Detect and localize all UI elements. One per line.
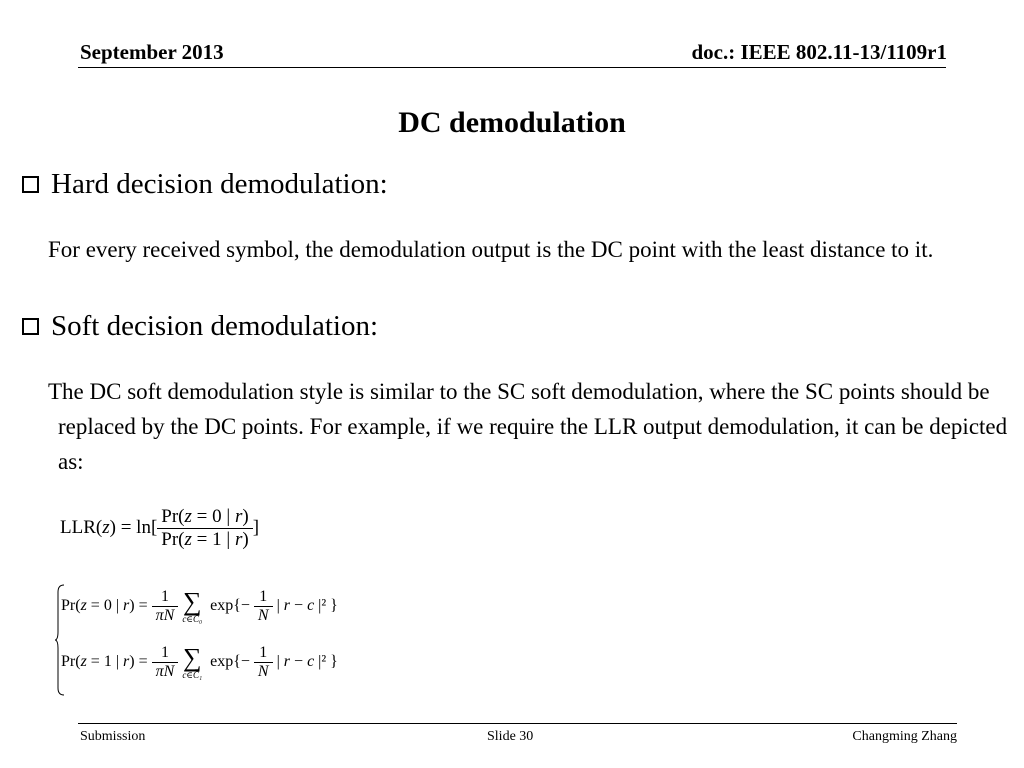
header-divider xyxy=(78,67,946,68)
square-bullet-icon xyxy=(22,318,39,335)
pr-z0-equation: Pr(z = 0 | r) = $\frac{1}{\pi N}$ ∑ c∈C₀ exp{− $\frac{1}{N}$ | r − c |² } xyxy=(61,587,338,624)
header-date: September 2013 xyxy=(80,40,224,64)
slide-title: DC demodulation xyxy=(398,106,626,139)
bullet-heading: Soft decision demodulation: xyxy=(51,310,379,342)
footer-submission: Submission xyxy=(80,729,146,744)
llr-equation: LLR(z) = ln[ $\frac{Pr(z = 0 | r)}{Pr(z = 1 | r)}$ ] xyxy=(60,506,260,550)
footer-slide-number: Slide 30 xyxy=(487,729,534,744)
paragraph-text: The DC soft demodulation style is similar to the SC soft demodulation, where the SC points should be replaced by the DC points. For example, if we require the LLR output demodulation, it can be depicted as: xyxy=(48,379,1008,474)
bullet-hard-decision xyxy=(22,168,388,201)
footer-author: Changming Zhang xyxy=(852,729,957,744)
soft-decision-paragraph xyxy=(48,374,1013,479)
square-bullet-icon xyxy=(22,176,39,193)
footer-divider xyxy=(78,723,957,724)
pr-z1-equation: Pr(z = 1 | r) = $\frac{1}{\pi N}$ ∑ c∈C₁ exp{− $\frac{1}{N}$ | r − c |² } xyxy=(61,643,338,680)
hard-decision-paragraph xyxy=(48,232,1013,267)
probability-equations xyxy=(55,584,385,698)
bullet-soft-decision xyxy=(22,310,378,343)
bullet-heading: Hard decision demodulation: xyxy=(51,168,388,200)
paragraph-text: For every received symbol, the demodulation output is the DC point with the least distance to it. xyxy=(48,237,934,262)
header-doc-id: doc.: IEEE 802.11-13/1109r1 xyxy=(691,40,947,64)
